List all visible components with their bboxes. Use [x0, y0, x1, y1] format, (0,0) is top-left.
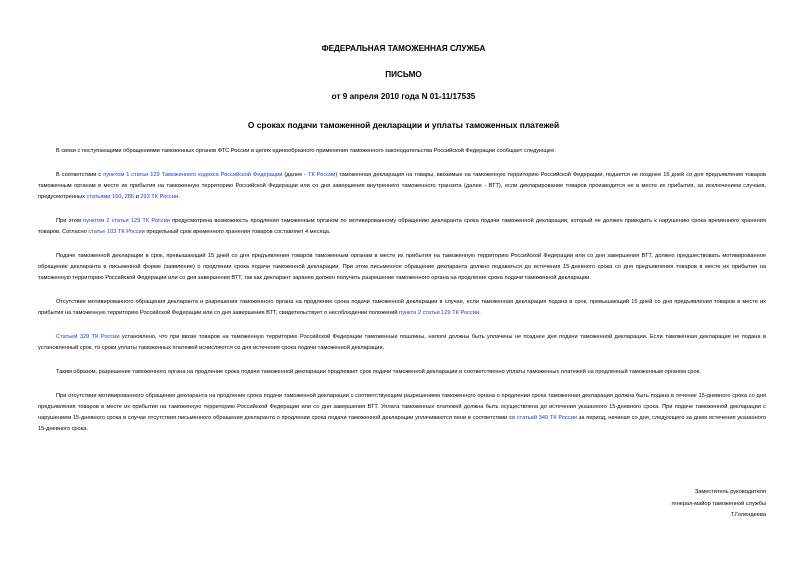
link-article-150[interactable]: статьями 150 — [86, 194, 122, 200]
paragraph-1: В связи с поступающими обращениями таможенных органов ФТС России в целях единообразного применения таможенного законодательства Российской Федерации сообщает следующее. — [56, 148, 556, 154]
text-fragment: В соответствии с — [56, 172, 104, 178]
document-type: ПИСЬМО — [385, 70, 422, 79]
link-tk-russia[interactable]: ТК России — [308, 172, 336, 178]
text-fragment: и — [134, 194, 141, 200]
text-fragment: ) таможенная декларация на товары, ввозимые на таможенную территорию Российской Федерации, подается не позднее 15 дней со дня предъявления товаров таможенным органам в месте их прибытия на таможенную территорию Российской Федерации или со дня завершения внутреннего таможенного транзита (далее - ВТТ), если декларирование товаров производится не в месте их прибытия, за исключением случаев, предусмотренных — [38, 172, 766, 200]
signature-position: Заместитель руководителя — [694, 489, 766, 495]
text-fragment: , — [121, 194, 125, 200]
signature-rank: генерал-майор таможенной службы — [671, 500, 766, 507]
paragraph-4: Подаче таможенной декларации в срок, превышающий 15 дней со дня предъявления товаров таможенным органам в месте их прибытия на таможенную территорию Российской Федерации или со дня завершения ВТТ, должно предшествовать мотивированное обращение декларанта в письменной форме (заявление) о продлении срока подачи таможенной декларации. При этом письменное обращение декларанта должно подаваться до истечения 15-дневного срока со дня предъявления товаров в месте их прибытия на таможенную территорию Российской Федерации или со дня завершения ВТТ, так как декларант заранее должен получить разрешение таможенного органа на продление срока подачи таможенной декларации. — [38, 253, 766, 281]
link-article-286[interactable]: 286 — [124, 194, 134, 200]
paragraph-5 — [38, 297, 766, 319]
document-body — [38, 146, 766, 448]
signature-name: Т.Голендеева — [730, 512, 766, 518]
text-fragment: (далее - — [282, 172, 309, 178]
text-fragment: предельный срок временного хранения товаров составляет 4 месяца. — [144, 229, 331, 235]
text-fragment: При отсутствии мотивированного обращения декларанта на продление срока подачи таможенной декларации с соответствующим разрешением таможенного органа о продлении срока таможенная декларация должна быть подана в течение 15-дневного срока со дня предъявления товаров в месте их прибытия на таможенную территорию Российской Федерации или со дня завершения ВТТ. Уплата таможенных платежей должна быть осуществлена до истечения указанного 15-дневного срока. При подаче таможенной декларации с нарушением 15-дневного срока в случае отсутствия письменного обращения декларанта о продлении срока подачи таможенной декларации уплачиваются пени в соответствии со — [38, 393, 766, 421]
paragraph-2 — [38, 170, 766, 203]
text-fragment: . — [178, 194, 180, 200]
text-fragment: . — [479, 310, 481, 316]
link-article-129-p1[interactable]: пунктом 1 статьи 129 Таможенного кодекса Российской Федерации — [103, 172, 283, 178]
link-article-103[interactable]: статье 103 ТК России — [88, 229, 145, 235]
paragraph-3 — [38, 216, 766, 238]
link-article-293[interactable]: 293 ТК России — [140, 194, 179, 200]
link-article-129-p2-second[interactable]: пункта 2 статьи 129 ТК России — [399, 310, 480, 316]
link-article-129-p2[interactable]: пунктом 2 статьи 129 ТК России — [83, 218, 170, 224]
paragraph-8 — [38, 391, 766, 435]
text-fragment: установлено, что при ввозе товаров на таможенную территорию Российской Федерации таможенные пошлины, налоги должны быть уплачены не позднее дня подачи таможенной декларации. Если таможенная декларация не подана в установленный срок, то сроки уплаты таможенных платежей исчисляются со дня истечения срока подачи таможенной декларации. — [38, 334, 766, 351]
paragraph-7: Таким образом, разрешение таможенного органа на продление срока подачи таможенной декларации продлевает срок подачи таможенной декларации и соответственно уплаты таможенных платежей на продленный таможенным органом срок. — [56, 369, 701, 375]
link-article-349[interactable]: статьей 349 ТК России — [516, 415, 577, 421]
text-fragment: При этом — [56, 218, 84, 224]
text-fragment: предусмотрена возможность продления таможенным органом по мотивированному обращению декларанта срока подачи таможенной декларации, который не должен приводить к нарушению срока временного хранения товаров. Согласно — [38, 218, 766, 235]
signature-block — [672, 487, 767, 522]
link-article-329[interactable]: Статьей 329 ТК России — [56, 334, 120, 340]
agency-title: ФЕДЕРАЛЬНАЯ ТАМОЖЕННАЯ СЛУЖБА — [321, 44, 486, 53]
text-fragment: Отсутствие мотивированного обращения декларанта и разрешения таможенного органа на продление срока подачи таможенной декларации в случае, если таможенная декларация подана в срок, превышающий 15 дней со дня предъявления товаров в месте их прибытия на таможенную территорию Российской Федерации или со дня завершения ВТТ, свидетельствует о несоблюдении положений — [38, 299, 766, 316]
paragraph-6 — [38, 332, 766, 354]
document-subject: О сроках подачи таможенной декларации и уплаты таможенных платежей — [247, 120, 560, 130]
document-date-number: от 9 апреля 2010 года N 01-11/17535 — [331, 92, 476, 101]
text-fragment: за период, начиная со дня, следующего за днем истечения указанного 15-дневного срока. — [38, 415, 766, 432]
